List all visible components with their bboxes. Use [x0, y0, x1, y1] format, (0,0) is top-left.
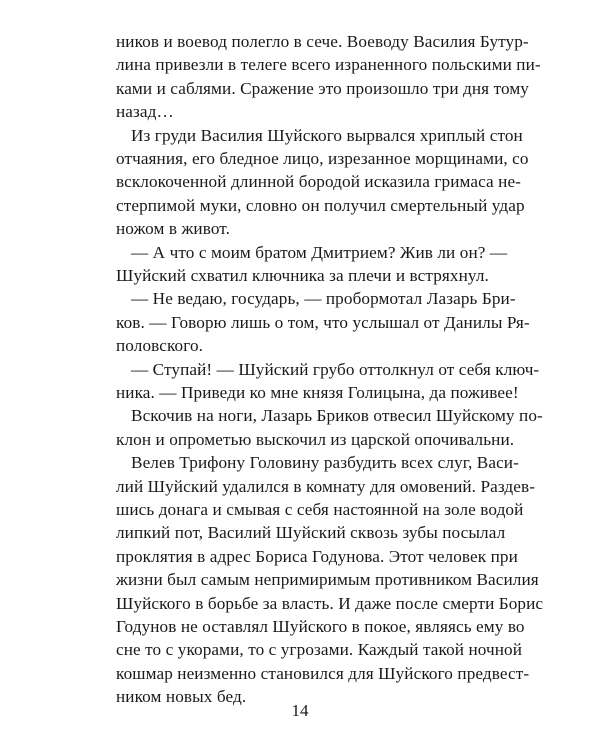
text-line: ников и воевод полегло в сече. Воеводу Василия Бутур- [116, 32, 529, 51]
text-line: липкий пот, Василий Шуйский сквозь зубы посылал [116, 523, 506, 543]
text-line: Вскочив на ноги, Лазарь Бриков отвесил Шуйскому по- [131, 406, 543, 426]
text-line: ника. — Приведи ко мне князя Голицына, да поживее! [116, 383, 519, 402]
text-line: проклятия в адрес Бориса Годунова. Этот человек при [116, 546, 518, 566]
text-line: стерпимой муки, словно он получил смертельный удар [116, 195, 525, 215]
text-line: — Ступай! — Шуйский грубо оттолкнул от себя ключ- [131, 359, 540, 379]
text-line: половского. [116, 336, 204, 356]
text-line: клон и опрометью выскочил из царской опочивальни. [116, 429, 515, 449]
text-line: ков. — Говорю лишь о том, что услышал от Данилы Ря- [116, 312, 530, 332]
text-line: ником новых бед. [116, 687, 247, 707]
text-line: ками и саблями. Сражение это произошло три дня тому [116, 78, 529, 98]
text-line: назад… [116, 102, 174, 122]
text-line: Годунов не оставлял Шуйского в покое, являясь ему во [116, 617, 525, 636]
text-line: жизни был самым непримиримым противником Василия [116, 570, 539, 590]
text-line: отчаяния, его бледное лицо, изрезанное морщинами, со [116, 149, 529, 168]
text-line: шись донага и смывая с себя настоянной на золе водой [116, 500, 524, 519]
page-number: 14 [291, 701, 309, 720]
text-line: кошмар неизменно становился для Шуйского предвест- [116, 663, 530, 683]
text-line: Из груди Василия Шуйского вырвался хриплый стон [131, 125, 523, 145]
text-line: — А что с моим братом Дмитрием? Жив ли он? — [131, 242, 508, 262]
text-line: ножом в живот. [116, 219, 231, 239]
text-line: Шуйский схватил ключника за плечи и встряхнул. [116, 266, 489, 285]
text-line: Велев Трифону Головину разбудить всех слуг, Васи- [131, 453, 519, 473]
text-line: сне то с укорами, то с угрозами. Каждый такой ночной [116, 640, 523, 660]
text-line: всклокоченной длинной бородой исказила гримаса не- [116, 172, 521, 192]
text-line: лина привезли в телеге всего израненного польскими пи- [116, 55, 541, 75]
text-line: Шуйского в борьбе за власть. И даже после смерти Борис [116, 593, 544, 613]
text-line: лий Шуйский удалился в комнату для омовений. Раздев- [116, 476, 536, 496]
text-line: — Не ведаю, государь, — пробормотал Лазарь Бри- [131, 289, 516, 309]
